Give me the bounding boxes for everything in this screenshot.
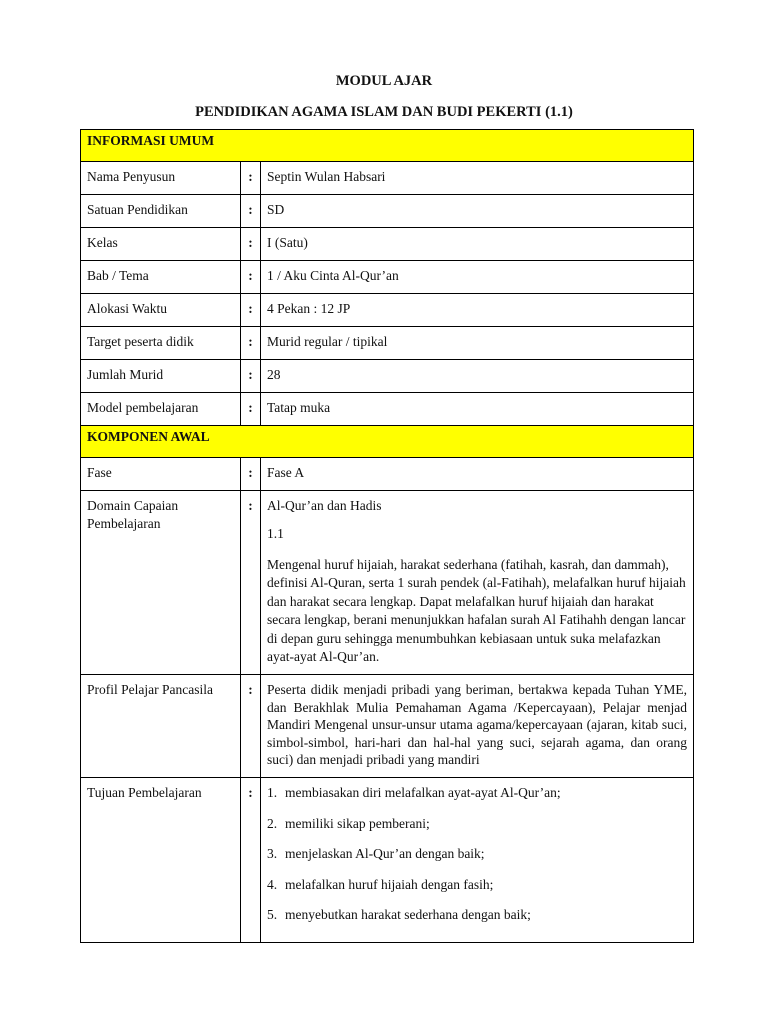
row-separator: : [241,294,261,327]
list-item [267,876,687,894]
table-row [81,228,694,261]
list-item-text: melafalkan huruf hijaiah dengan fasih; [285,876,494,892]
list-item-text: menjelaskan Al-Qur’an dengan baik; [285,846,485,862]
goals-list [267,784,687,924]
list-item-text: memiliki sikap pemberani; [285,815,430,831]
row-label: Bab / Tema [81,261,241,294]
list-item [267,784,687,802]
row-label: Satuan Pendidikan [81,195,241,228]
row-value [261,777,694,942]
row-label: Alokasi Waktu [81,294,241,327]
table-row [81,261,694,294]
row-label: Domain Capaian Pembelajaran [81,491,241,675]
row-separator: : [241,458,261,491]
row-label: Jumlah Murid [81,360,241,393]
section-heading: KOMPONEN AWAL [81,426,694,458]
table-row-domain-capaian [81,491,694,675]
row-value: SD [261,195,694,228]
row-value: Peserta didik menjadi pribadi yang beriman, bertakwa kepada Tuhan YME, dan Berakhlak Mulia Pemahaman Agama /Kepercayaan), Pelajar menjad Mandiri Mengenal unsur-unsur utama agama/kepercayaan (ajaran, kitab suci, simbol-simbol, hari-hari dan hal-hal yang suci, sejarah agama, dan orang suci) dan menjadi pribadi yang mandiri [261,675,694,778]
row-separator: : [241,162,261,195]
domain-description: Mengenal huruf hijaiah, harakat sederhana (fatihah, kasrah, dan dammah), definisi Al-Quran, serta 1 surah pendek (al-Fatihah), melafalkan huruf hijaiah dan harakat secara lengkap. Dapat melafalkan huruf hijaiah dan harakat secara lengkap, berani menunjukkan hafalan surah Al Fatihahh dengan lancar di depan guru sehingga menumbuhkan kebiasaan untuk suka melafazkan ayat-ayat Al-Qur’an. [267,557,686,664]
row-label: Fase [81,458,241,491]
list-item-text: menyebutkan harakat sederhana dengan baik; [285,907,531,923]
table-row-profil-pelajar [81,675,694,778]
row-value: 1 / Aku Cinta Al-Qur’an [261,261,694,294]
document-title: MODUL AJAR [335,73,433,89]
row-value: Fase A [261,458,694,491]
list-item-text: membiasakan diri melafalkan ayat-ayat Al-Qur’an; [285,784,561,800]
row-value: Murid regular / tipikal [261,327,694,360]
document-subtitle: PENDIDIKAN AGAMA ISLAM DAN BUDI PEKERTI (1.1) [195,104,573,120]
table-row [81,393,694,426]
row-separator: : [241,228,261,261]
list-item-number: 1. [267,784,278,800]
section-heading: INFORMASI UMUM [81,130,694,162]
row-separator: : [241,195,261,228]
row-separator: : [241,261,261,294]
table-row-tujuan [81,777,694,942]
row-separator: : [241,360,261,393]
row-value: Septin Wulan Habsari [261,162,694,195]
list-item [267,815,687,833]
module-table [80,129,694,943]
table-row [81,294,694,327]
table-row [81,162,694,195]
row-value: I (Satu) [261,228,694,261]
table-row [81,360,694,393]
list-item [267,845,687,863]
row-label: Tujuan Pembelajaran [81,777,241,942]
list-item [267,906,687,924]
row-value: 28 [261,360,694,393]
row-label: Target peserta didik [81,327,241,360]
domain-title: Al-Qur’an dan Hadis [267,498,382,513]
row-value [261,491,694,675]
row-separator: : [241,491,261,675]
row-label: Kelas [81,228,241,261]
list-item-number: 5. [267,907,278,923]
row-separator: : [241,327,261,360]
list-item-number: 4. [267,876,278,892]
row-separator: : [241,393,261,426]
list-item-number: 2. [267,815,278,831]
row-separator: : [241,675,261,778]
section-header-komponen-awal [81,426,694,458]
row-label: Model pembelajaran [81,393,241,426]
row-value: 4 Pekan : 12 JP [261,294,694,327]
row-separator: : [241,777,261,942]
domain-code: 1.1 [267,525,284,541]
row-label: Nama Penyusun [81,162,241,195]
row-label: Profil Pelajar Pancasila [81,675,241,778]
table-row [81,327,694,360]
table-row [81,195,694,228]
section-header-informasi-umum [81,130,694,162]
table-row-fase [81,458,694,491]
list-item-number: 3. [267,846,278,862]
row-value: Tatap muka [261,393,694,426]
